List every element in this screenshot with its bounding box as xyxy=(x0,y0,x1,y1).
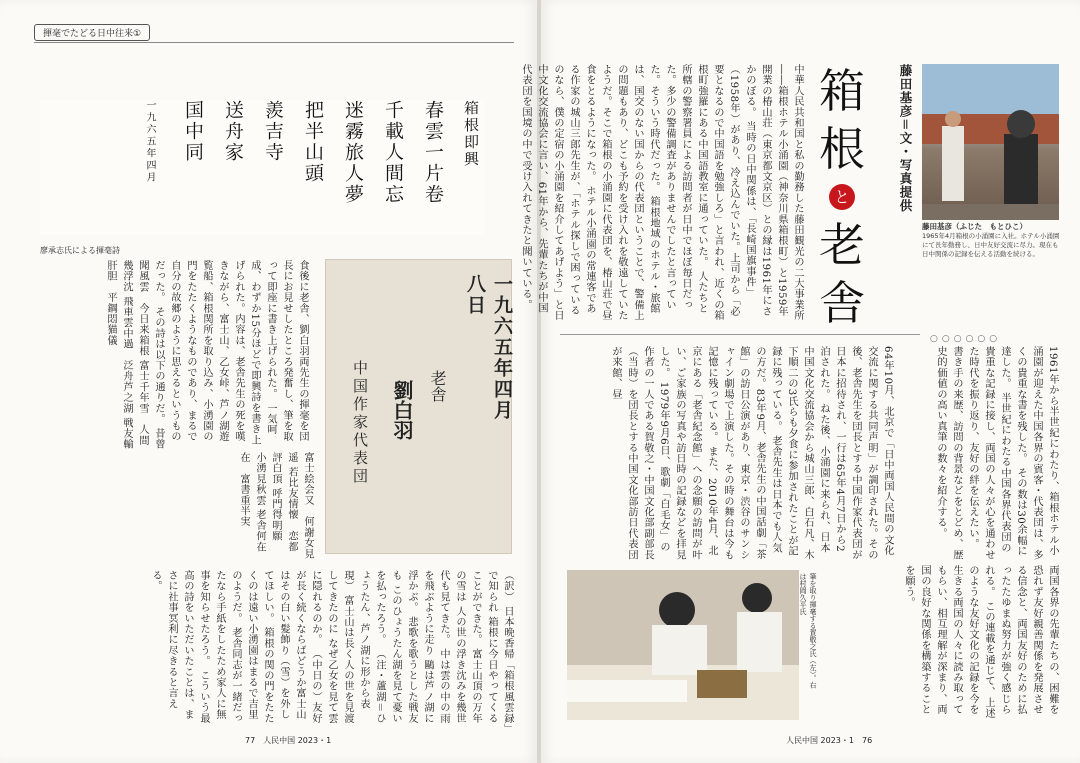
session-photo-caption: 筆を取り揮毫する賀敬之氏（左）。右は村岡久平氏 xyxy=(799,573,817,689)
intro-line: 両国各界の先輩たちの、困難を恐れず友好親善関係を発展させる信念と、両国友好のために払ったたゆまぬ努力が強く感じられる。 xyxy=(983,565,1058,715)
body-line: 箱根地域のホテル・旅館は、国交のない国からの代表団ということで、警備上の問題もあり、どこも予約を受け入れを敬遠していたようだ。そこで箱根の小涌園に代表団を、椿山荘で昼食をとるようになった。 xyxy=(584,64,659,321)
byline: 藤田基彦＝文・写真提供 xyxy=(898,64,913,213)
author-photo-caption xyxy=(922,222,1060,259)
intro-line: この連載を通じて、上述のような友好文化の記録を今を生きる両国の人々に読み取ってもらい、相互理解が深まり、両国の良好な関係を構築することを願う。 xyxy=(903,565,994,719)
body-line: 当時の日中関係は、「長崎国旗事件」（1958年）があり、冷え込んでいた。上司から「必要となるので中国語を勉強しろ」と言われ、近くの箱根町強羅にある中国語教室に通っていた。 xyxy=(696,64,755,321)
left-page xyxy=(0,0,537,763)
body-columns-mid xyxy=(60,452,315,562)
body-line: 呼門得明願 小湧見秋雲 xyxy=(254,452,281,553)
letter-signature: 劉白羽 xyxy=(390,380,414,440)
body-line: 人の世の浮き沈みを幾世代も見てきた。 xyxy=(438,570,465,724)
calligraphy-image xyxy=(40,100,485,235)
intro-text xyxy=(905,346,1060,561)
title-char: 箱 xyxy=(819,64,865,118)
body-line: （注・蘆湖＝ひょうたん、芦ノ湖に形から表現） xyxy=(342,570,385,724)
page-folio-right: 人民中国 2023・1 76 xyxy=(786,736,873,745)
author-photo xyxy=(922,64,1059,220)
title-char: 老 xyxy=(819,218,865,272)
body-line: 鷗は芦ノ湖に浮かぶ。 xyxy=(406,570,433,724)
body-line: 老舎先生は日本でも人気の方だ。83年9月、老舎先生の中国話劇「茶館」の訪日公演があり、東京・渋谷のサンシャイン劇場で上演した。その時の舞台は今も記憶に残っている。 xyxy=(706,346,781,560)
page-folio-left: 77 人民中国 2023・1 xyxy=(245,736,332,745)
body-line: （訳） xyxy=(502,570,513,603)
body-line: 若比友情懐 恋都評白頂 xyxy=(270,452,297,553)
body-line: 食後に老舎、劉白羽両先生の揮毫を団長にお見せしたところ発奮し、筆を取って即座に書き上げられた。 xyxy=(265,260,308,442)
callig-col: 千載人間忘 xyxy=(382,99,404,206)
body-line: 飛車雲中過 泛舟芦之湖 xyxy=(121,295,132,414)
intro-line: 1961年から半世紀にわたり、箱根ホテル小涌園が迎えた中国各界の賓客・代表団は、多くの貴重な書を残した。 xyxy=(1015,346,1058,560)
callig-col: 羨吉寺 xyxy=(262,99,284,164)
body-line: 中華人民共和国と私の勤務した藤田観光の二大事業所――箱根ホテル小涌園（神奈川県箱根町）と1959年開業の椿山荘（東京都文京区）との縁は1961年にさかのぼる。 xyxy=(744,64,803,321)
body-line: その詩は以下の通りだ。 xyxy=(153,306,164,425)
body-line: こういう最高の詩をいただいたことは、まさに社事冥利に尽きると言える。 xyxy=(150,570,209,724)
callig-col: 箱根即興 xyxy=(462,99,480,169)
body-line: （中日の）友好が長く続くならばどうか富士山はその白い髪飾り（雪）を外してほしい。 xyxy=(262,570,321,724)
body-line: ホテル小涌園の常連客である作家の城山三郎先生が、「ホテル探しで困っているのなら、僕の定宿の小涌園を紹介してあげよう」と日中文化交流協会に言い、61年から、先輩たちが中国代表団を国境の中で受け入れてきたと聞いている。 xyxy=(520,64,595,321)
ornament-dots: ○○○○○○ xyxy=(930,334,1002,344)
header-rule xyxy=(34,42,514,43)
callig-col: 一九六五年四月 xyxy=(144,99,155,185)
author-photo-illustration xyxy=(922,64,1059,220)
body-line: 箱根の関の門をたたくのは遠い小湧園はまるで吉里のようだ。 xyxy=(230,570,273,724)
intro-line: その数は30余幅に達した。 xyxy=(999,346,1026,557)
body-line: 昔曾聞風雲 今日来箱根 xyxy=(137,260,164,450)
author-name: 藤田基彦（ふじた もとひこ） xyxy=(922,222,1027,231)
signature-letter-image xyxy=(325,259,512,554)
author-bio: 1965年4月箱根の小涌園に入社。ホテル小涌園にて長年勤務し、日中友好交流に尽力。現在も日中関係の記録を伝える活動を続ける。 xyxy=(922,232,1060,258)
body-line: 人たちと所轄の警察署員による訪問者が日中でほぼ毎日だった。多少の警備調査がありませんでしたと言っていた。そういう時代だった。 xyxy=(648,64,707,314)
body-line: 老舎何在在 富書重半実 xyxy=(238,452,265,553)
session-photo-illustration xyxy=(567,570,799,720)
callig-col: 迷霧旅人夢 xyxy=(342,99,364,206)
body-line: 富士山は長く人の世を見渡してきたのに xyxy=(326,570,353,724)
series-tag: 揮毫でたどる日中往来① xyxy=(34,24,150,41)
body-line: このひょうたん湖を見て憂いを払ったろう。 xyxy=(374,570,401,724)
body-line: 富士山頂の万年の雪は xyxy=(454,570,481,724)
body-line: 富士絵会又 何謝女見遥 xyxy=(286,452,313,559)
callig-col: 把半山頭 xyxy=(302,99,324,185)
letter-signature: 老舎 xyxy=(428,370,447,402)
body-line: 中は雲の中の雨を飛ぶように走り xyxy=(422,570,449,724)
intro-line: 半世紀にわたる中国各界代表団の貴重な記録に接し、両国の人々が心を通わせた時代を振り返り、友好の絆を伝えたい。 xyxy=(967,346,1010,560)
body-line: 日本晩香帰「箱根風雲録」で知られ xyxy=(486,570,513,730)
body-line: 戦友輸肝胆 平鋼悶猫儀 xyxy=(105,260,132,450)
letter-date: 一九六五年四月八日 xyxy=(464,274,513,421)
body-line: 64年10月、北京で「日中両国人民間の文化交流に関する共同声明」が調印された。その後、老舎先生を団長とする中国作家代表団が日本に招待され、一行は65年4月7日から2泊された。 xyxy=(818,346,893,560)
body-line: ねた後、小涌園に来られ、日本中国文化交流協会から城山三郎、白石凡、木下順二の3氏らも夕食に参加されたことが記録に残っている。 xyxy=(770,346,829,560)
right-body-upper xyxy=(520,64,805,322)
callig-col: 国中同 xyxy=(182,99,204,164)
calligraphy-caption: 廖承志氏による揮毫詩 xyxy=(40,246,120,255)
body-line: また、2010年4月、北京にある「老舎紀念館」への念願の訪問が叶い、ご家族の写真や訪日時の記録などを拝見した。 xyxy=(658,346,717,560)
body-line: 1979年9月6日、歌劇「白毛女」の作者の一人である賀敬之・中国文化部副部長（当時）を団長とする中国文化部訪日代表団が来館、昼 xyxy=(610,346,669,560)
body-line: なぜ乙女を見て雲に隠れるのか。 xyxy=(310,570,337,724)
title-char: 舎 xyxy=(819,276,865,330)
title-particle-badge: と xyxy=(829,184,855,210)
callig-col: 春雲一片卷 xyxy=(422,99,444,206)
body-columns-upper xyxy=(60,260,310,450)
body-line: 悲歌を歌うとした戦友も xyxy=(390,570,417,724)
article-title xyxy=(812,62,872,332)
intro-text-lower xyxy=(905,565,1060,725)
body-line: 一気呵成、わずか15分ほどで即興詩を書き上げられた。内容は、老舎先生の死を嘆きながら、富士山、乙女峠、芦ノ湖遊覧船、箱根関所を取り込み、小湧園の門をたたくようなものであり、まるで自分の故郷のように思えるというものだった。 xyxy=(153,260,276,446)
letter-organization: 中国作家代表団 xyxy=(351,360,369,486)
body-line: 富士千年雪 人間幾浮沈 xyxy=(121,260,148,446)
intro-line: 書き手の来歴、訪問の背景などをとどめ、歴史的価値の高い真筆の数々を紹介する。 xyxy=(935,346,962,560)
right-body-lower xyxy=(565,346,895,561)
calligraphy-session-photo xyxy=(567,570,799,720)
body-line: 箱根に今日やってくることができた。 xyxy=(470,570,497,724)
callig-col: 送舟家 xyxy=(222,99,244,164)
body-line: 老舎同志が一緒だったなら手紙をしたため家人に無事を知らせたろう。 xyxy=(198,570,241,724)
title-char: 根 xyxy=(819,122,865,176)
body-columns-lower xyxy=(60,570,515,730)
section-divider xyxy=(560,334,920,335)
